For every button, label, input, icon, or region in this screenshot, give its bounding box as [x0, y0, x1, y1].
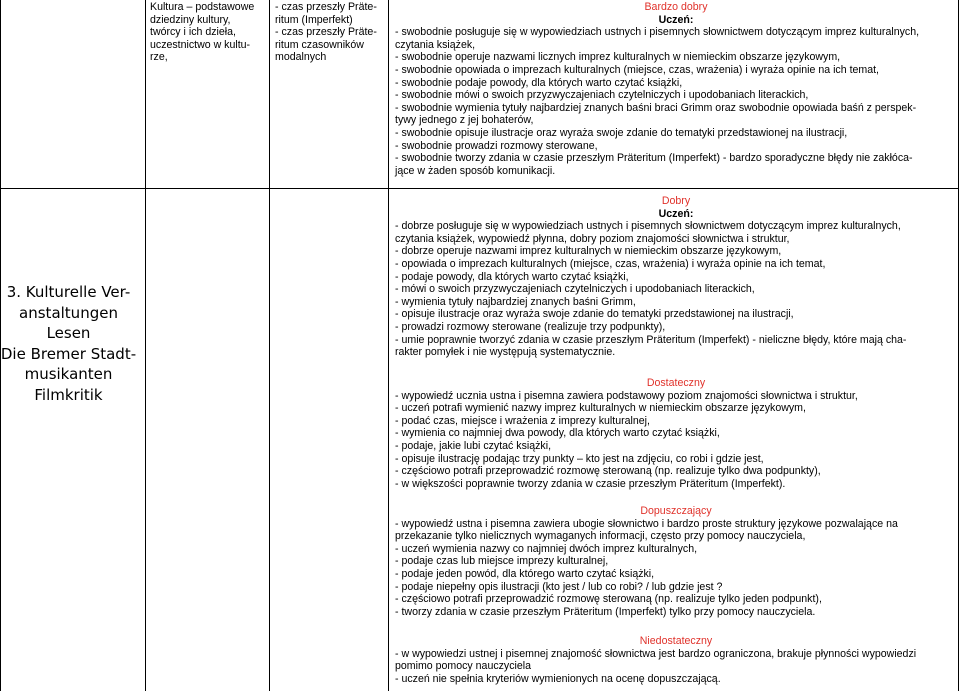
row-divider [0, 188, 959, 189]
criteria-line: - podać czas, miejsce i wrażenia z imprezy kulturalnej, [395, 414, 650, 427]
criteria-line: - dobrze operuje nazwami imprez kulturalnych w niemieckim obszarze językowym, [395, 245, 782, 258]
grammar-line: modalnych [275, 51, 327, 64]
criteria-line: - swobodnie wymienia tytuły najbardziej znanych baśni braci Grimm oraz swobodnie opowiada baśń z perspek- [395, 101, 917, 114]
criteria-line: rakter pomyłek i nie występują systematycznie. [395, 346, 616, 359]
criteria-line: - swobodnie operuje nazwami licznych imprez kulturalnych w niemieckim obszarze językowym, [395, 51, 841, 64]
criteria-line: - podaje niepełny opis ilustracji (kto jest / lub co robi? / lub gdzie jest ? [395, 580, 723, 593]
criteria-line: - swobodnie podaje powody, dla których warto czytać książki, [395, 76, 683, 89]
grade-heading: Niedostateczny [639, 635, 713, 647]
topic-line: uczestnictwo w kultu- [150, 38, 251, 51]
grammar-line: ritum czasowników [275, 38, 364, 51]
criteria-line: - podaje jeden powód, dla którego warto czytać książki, [395, 567, 655, 580]
grammar-line: - czas przeszły Präte- [275, 26, 377, 39]
criteria-line: - częściowo potrafi przeprowadzić rozmowę sterowaną (np. realizuje tylko dwa podpunkty), [395, 465, 821, 478]
criteria-line: - wymienia tytuły najbardziej znanych baśni Grimm, [395, 295, 636, 308]
student-label: Uczeń: [658, 13, 694, 26]
unit-title-line: 3. Kulturelle Ver- [6, 283, 131, 301]
grade-section-dopuszczajacy [395, 505, 957, 618]
criteria-line: pomimo pomocy nauczyciela [395, 660, 532, 673]
criteria-line: - swobodnie tworzy zdania w czasie przeszłym Präteritum (Imperfekt) - bardzo sporadyczne błędy nie zakłóca- [395, 152, 913, 165]
unit-title-line: musikanten [24, 365, 113, 383]
criteria-line: - swobodnie opisuje ilustracje oraz wyraża swoje zdanie do tematyki przedstawionej na ilustracji, [395, 126, 848, 139]
criteria-line: - prowadzi rozmowy sterowane (realizuje trzy podpunkty), [395, 320, 666, 333]
grade-heading: Dostateczny [646, 377, 706, 389]
unit-title-line: anstaltungen [19, 303, 118, 322]
criteria-line: jące w żaden sposób komunikacji. [395, 164, 556, 177]
criteria-line: - opisuje ilustracje oraz wyraża swoje zdanie do tematyki przedstawionej na ilustracji, [395, 308, 794, 321]
unit-title-line: Die Bremer Stadt- [0, 344, 137, 363]
criteria-line: - opowiada o imprezach kulturalnych (miejsce, czas, wrażenia) i wyraża opinie na ich temat, [395, 257, 826, 270]
criteria-line: - wymienia co najmniej dwa powody, dla których warto czytać książki, [395, 427, 720, 440]
grammar-line: - czas przeszły Präte- [275, 1, 377, 13]
unit-title [0, 282, 137, 405]
criteria-line: - tworzy zdania w czasie przeszłym Präteritum (Imperfekt) tylko przy pomocy nauczyciela. [395, 605, 816, 618]
criteria-line: - podaje, jakie lubi czytać książki, [395, 439, 552, 452]
topic-column [150, 1, 267, 64]
grammar-line: ritum (Imperfekt) [275, 13, 353, 26]
criteria-line: czytania książek, [395, 38, 476, 51]
criteria-line: - mówi o swoich przyzwyczajeniach czytelniczych i upodobaniach literackich, [395, 283, 755, 296]
grade-section-niedostateczny [395, 635, 957, 685]
criteria-line: - dobrze posługuje się w wypowiedziach ustnych i pisemnych słownictwem dotyczącym imprez kulturalnych, [395, 220, 901, 233]
criteria-line: - wypowiedź ucznia ustna i pisemna zawiera podstawowy poziom znajomości słownictwa i struktur, [395, 389, 858, 402]
grade-heading: Dopuszczający [640, 505, 712, 517]
table-border-right [958, 0, 959, 691]
grade-section-bardzo-dobry [395, 1, 957, 177]
criteria-line: - swobodnie opowiada o imprezach kulturalnych (miejsce, czas, wrażenia) i wyraża opinie na ich temat, [395, 63, 880, 76]
grade-section-dostateczny [395, 377, 957, 490]
criteria-line: - wypowiedź ustna i pisemna zawiera ubogie słownictwo i bardzo proste struktury językowe pozwalające na [395, 517, 898, 530]
grade-heading: Bardzo dobry [644, 1, 708, 13]
student-label: Uczeń: [658, 207, 694, 220]
criteria-line: - opisuje ilustrację podając trzy punkty – kto jest na zdjęciu, co robi i gdzie jest, [395, 452, 764, 465]
grammar-column [275, 1, 383, 64]
column-divider-1 [145, 0, 146, 691]
grade-section-dobry [395, 195, 957, 359]
criteria-line: - swobodnie mówi o swoich przyzwyczajeniach czytelniczych i upodobaniach literackich, [395, 89, 809, 102]
criteria-line: - uczeń potrafi wymienić nazwy imprez kulturalnych w niemieckim obszarze językowym, [395, 402, 806, 415]
column-divider-3 [388, 0, 389, 691]
criteria-line: - w większości poprawnie tworzy zdania w czasie przeszłym Präteritum (Imperfekt). [395, 477, 786, 490]
criteria-line: - podaje powody, dla których warto czytać książki, [395, 270, 629, 283]
grade-heading: Dobry [661, 195, 691, 207]
criteria-line: - swobodnie posługuje się w wypowiedziach ustnych i pisemnych słownictwem dotyczącym imprez kulturalnych, [395, 26, 920, 39]
criteria-line: - uczeń nie spełnia kryteriów wymienionych na ocenę dopuszczającą. [395, 672, 721, 685]
topic-line: Kultura – podstawowe [150, 1, 255, 13]
unit-title-line: Filmkritik [34, 385, 103, 404]
criteria-line: - swobodnie prowadzi rozmowy sterowane, [395, 139, 598, 152]
unit-title-line: Lesen [46, 324, 91, 342]
criteria-line: czytania książek, wypowiedź płynna, dobry poziom znajomości słownictwa i struktur, [395, 232, 790, 245]
topic-line: rze, [150, 51, 168, 64]
criteria-line: - umie poprawnie tworzyć zdania w czasie przeszłym Präteritum (Imperfekt) - nieliczne błędy, które mają cha- [395, 333, 907, 346]
criteria-line: - w wypowiedzi ustnej i pisemnej znajomość słownictwa jest bardzo ograniczona, brakuje płynności wypowiedzi [395, 647, 917, 660]
column-divider-2 [269, 0, 270, 691]
criteria-line: tywy jednego z jej bohaterów, [395, 114, 534, 127]
criteria-line: - podaje czas lub miejsce imprezy kulturalnej, [395, 555, 609, 568]
criteria-line: - częściowo potrafi przeprowadzić rozmowę sterowaną (np. realizuje tylko jeden podpunkt), [395, 593, 822, 606]
criteria-line: przekazanie tylko nielicznych wymaganych informacji, często przy pomocy nauczyciela, [395, 530, 806, 543]
topic-line: dziedziny kultury, [150, 13, 231, 26]
topic-line: twórcy i ich dzieła, [150, 26, 236, 39]
criteria-line: - uczeń wymienia nazwy co najmniej dwóch imprez kulturalnych, [395, 542, 698, 555]
